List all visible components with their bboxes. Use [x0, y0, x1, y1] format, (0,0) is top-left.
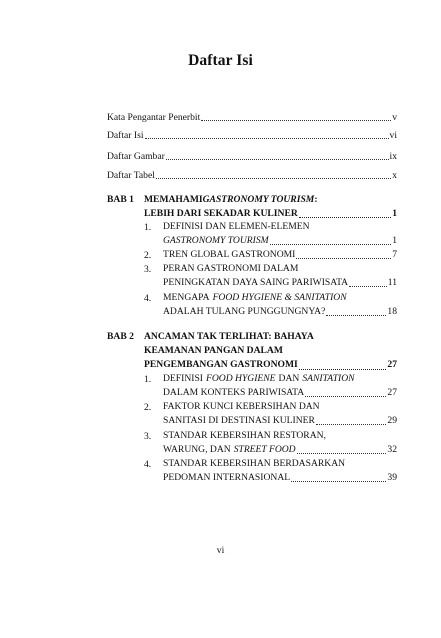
chapter-title-text: LEBIH DARI SEKADAR KULINER — [144, 208, 298, 220]
section-title: ADALAH TULANG PUNGGUNGNYA? — [163, 306, 326, 318]
section-entry[interactable] — [163, 291, 397, 319]
section-number: 3. — [144, 431, 152, 442]
section-number: 3. — [144, 264, 152, 275]
section-title: WARUNG, DAN — [163, 444, 231, 456]
section-title: PENINGKATAN DAYA SAING PARIWISATA — [163, 277, 349, 289]
dot-leader — [145, 138, 389, 139]
section-entry[interactable] — [163, 457, 397, 485]
section-number: 1. — [144, 222, 152, 233]
section-title-italic: STREET FOOD — [233, 444, 296, 456]
dot-leader — [305, 396, 386, 397]
chapter-title-text: ANCAMAN TAK TERLIHAT: BAHAYA — [144, 330, 314, 342]
section-page: 18 — [387, 306, 397, 318]
section-number: 2. — [144, 250, 152, 261]
chapter-number: BAB 2 — [107, 331, 134, 342]
toc-entry-label: Daftar Gambar — [107, 151, 165, 162]
section-title-italic: FOOD HYGIENE — [205, 372, 276, 384]
section-number: 1. — [144, 374, 152, 385]
page-title: Daftar Isi — [188, 52, 253, 69]
section-title: PERAN GASTRONOMI DALAM — [163, 262, 299, 274]
chapter-number: BAB 1 — [107, 194, 134, 205]
chapter-title[interactable] — [144, 193, 397, 221]
dot-leader — [326, 315, 386, 316]
page-number: vi — [216, 545, 225, 556]
chapter-title-italic: GASTRONOMY TOURISM — [202, 193, 315, 205]
chapter-title-text: KEAMANAN PANGAN DALAM — [144, 345, 283, 357]
dot-leader — [299, 369, 387, 370]
chapter-page: 1 — [392, 208, 397, 220]
section-page: 29 — [387, 415, 397, 427]
section-title: DEFINISI — [163, 372, 203, 384]
dot-leader — [349, 286, 387, 287]
section-title: FAKTOR KUNCI KEBERSIHAN DAN — [163, 400, 320, 412]
chapter-page: 27 — [387, 359, 397, 371]
dot-leader — [166, 159, 389, 160]
toc-entry-page: ix — [389, 151, 397, 162]
section-page: 7 — [392, 248, 397, 260]
toc-entry-page: x — [392, 170, 397, 181]
toc-entry[interactable] — [107, 149, 397, 163]
section-title: DALAM KONTEKS PARIWISATA — [163, 387, 305, 399]
section-page: 1 — [392, 235, 397, 247]
section-title: STANDAR KEBERSIHAN BERDASARKAN — [163, 457, 346, 469]
dot-leader — [316, 424, 386, 425]
section-number: 2. — [144, 402, 152, 413]
section-title: MENGAPA — [163, 291, 210, 303]
dot-leader — [296, 258, 391, 259]
section-title-italic: FOOD HYGIENE & SANITATION — [212, 291, 347, 303]
section-number: 4. — [144, 459, 152, 470]
section-entry[interactable] — [163, 372, 397, 400]
toc-entry-label: Kata Pengantar Penerbit — [107, 112, 201, 123]
section-title: STANDAR KEBERSIHAN RESTORAN, — [163, 429, 326, 441]
section-page: 27 — [387, 387, 397, 399]
section-page: 39 — [387, 472, 397, 484]
toc-entry-page: v — [392, 112, 397, 123]
toc-entry-label: Daftar Isi — [107, 130, 144, 141]
dot-leader — [291, 481, 386, 482]
section-entry[interactable] — [163, 400, 397, 428]
dot-leader — [156, 178, 391, 179]
chapter-title[interactable] — [144, 330, 397, 373]
toc-entry[interactable] — [107, 110, 397, 124]
toc-entry[interactable] — [107, 128, 397, 142]
dot-leader — [201, 120, 391, 121]
section-title: DAN — [278, 372, 300, 384]
section-entry[interactable] — [163, 262, 397, 290]
section-entry[interactable] — [163, 248, 397, 262]
section-page: 32 — [387, 444, 397, 456]
section-title: TREN GLOBAL GASTRONOMI — [163, 248, 296, 260]
chapter-title-text: PENGEMBANGAN GASTRONOMI — [144, 359, 298, 371]
section-title: PEDOMAN INTERNASIONAL — [163, 472, 291, 484]
section-entry[interactable] — [163, 429, 397, 457]
toc-entry-page: vi — [389, 130, 397, 141]
dot-leader — [299, 217, 391, 218]
toc-entry[interactable] — [107, 168, 397, 182]
chapter-title-text: : — [314, 193, 318, 205]
section-title-italic: GASTRONOMY TOURISM — [163, 235, 269, 247]
dot-leader — [297, 453, 387, 454]
toc-entry-label: Daftar Tabel — [107, 170, 155, 181]
section-number: 4. — [144, 293, 152, 304]
dot-leader — [270, 244, 392, 245]
section-page: 11 — [387, 277, 397, 289]
section-title-italic: SANITATION — [302, 372, 355, 384]
section-title: SANITASI DI DESTINASI KULINER — [163, 415, 315, 427]
section-entry[interactable] — [163, 220, 397, 248]
section-title: DEFINISI DAN ELEMEN-ELEMEN — [163, 220, 310, 232]
chapter-title-text: MEMAHAMI — [144, 193, 203, 205]
